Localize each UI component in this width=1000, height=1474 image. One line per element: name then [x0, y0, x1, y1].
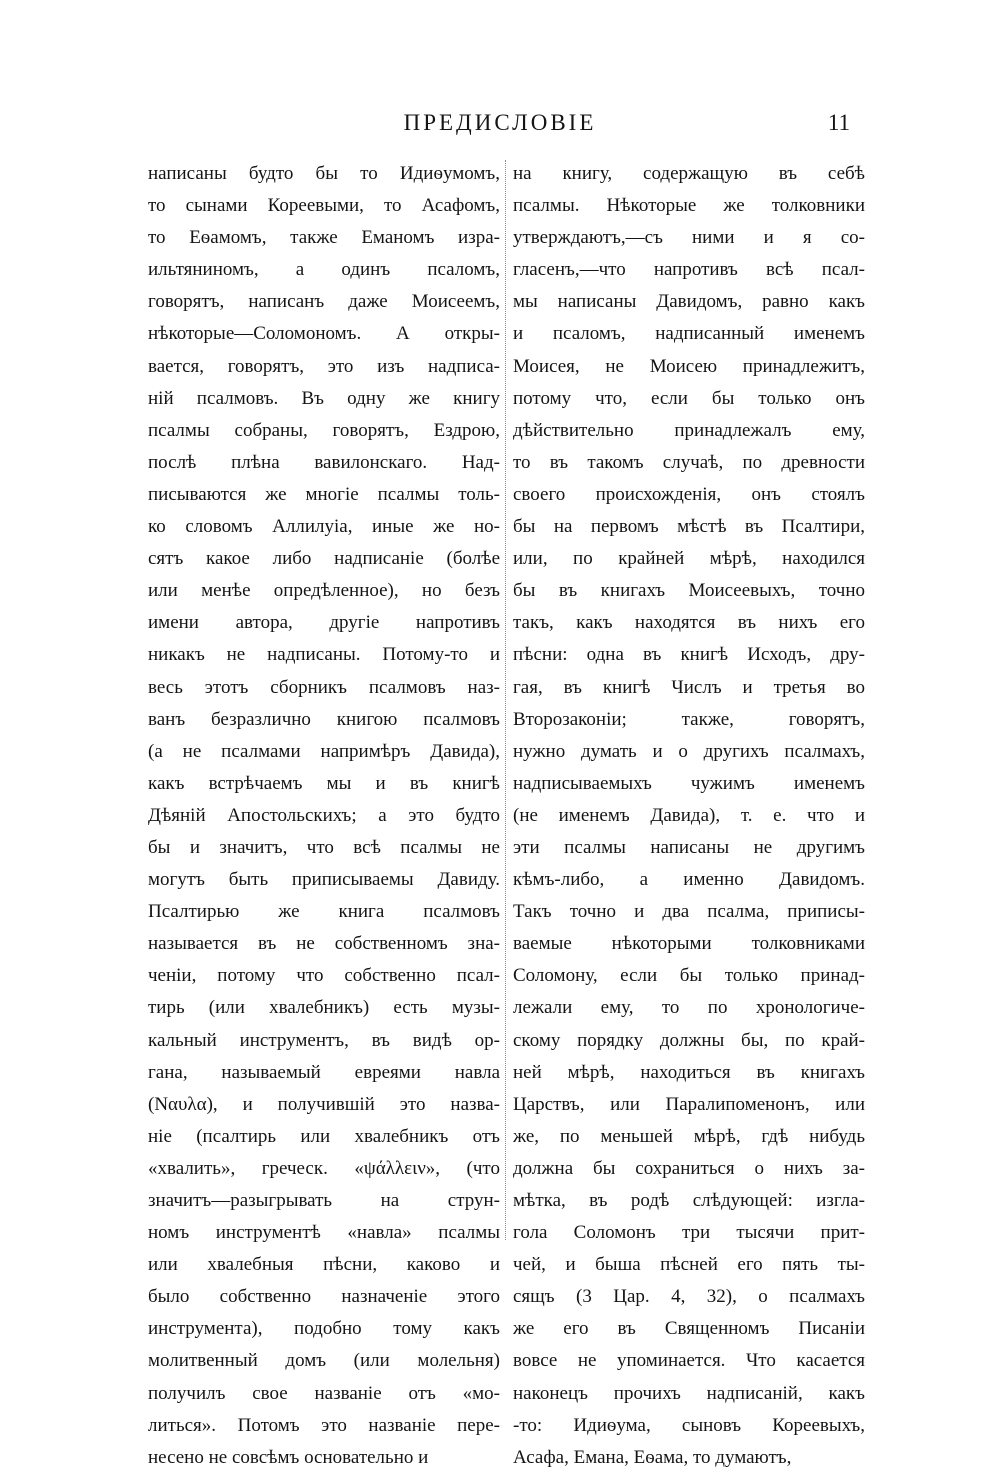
text-line: вается, говорятъ, это изъ надписа- — [148, 355, 500, 377]
text-line: же, по меньшей мѣрѣ, гдѣ нибудь — [513, 1125, 865, 1147]
text-line: Асафа, Емана, Еѳама, то думаютъ, — [513, 1446, 792, 1468]
text-line: Соломону, если бы только принад- — [513, 965, 865, 987]
text-line: чей, и быша пѣсней его пять ты- — [513, 1254, 865, 1276]
text-line: (а не псалмами напримѣръ Давида), — [148, 740, 500, 762]
text-line: гана, называемый евреями навла — [148, 1061, 500, 1083]
text-line: мы написаны Давидомъ, равно какъ — [513, 291, 865, 313]
text-line: утверждаютъ,—съ ними и я со- — [513, 227, 865, 249]
text-line: сящъ (3 Цар. 4, 32), о псалмахъ — [513, 1286, 865, 1308]
text-line: и псаломъ, надписанный именемъ — [513, 323, 865, 345]
text-line: Второзаконіи; также, говорятъ, — [513, 708, 865, 730]
text-line: псалмы собраны, говорятъ, Ездрою, — [148, 419, 500, 441]
column-divider — [505, 160, 506, 1240]
text-line: написаны будто бы то Идиѳумомъ, — [148, 163, 500, 184]
text-line: какъ встрѣчаемъ мы и въ книгѣ — [148, 772, 500, 794]
text-line: весь этотъ сборникъ псалмовъ наз- — [148, 676, 500, 698]
text-line: могутъ быть приписываемы Давиду. — [148, 869, 500, 891]
text-line: должна бы сохраниться о нихъ за- — [513, 1157, 865, 1179]
text-line: то въ такомъ случаѣ, по древности — [513, 451, 865, 473]
text-line: бы и значитъ, что всѣ псалмы не — [148, 836, 500, 858]
text-line: бы на первомъ мѣстѣ въ Псалтири, — [513, 516, 865, 538]
text-line: Дѣяній Апостольскихъ; а это будто — [148, 804, 500, 826]
text-line: нужно думать и о другихъ псалмахъ, — [513, 740, 865, 762]
right-text-column — [513, 158, 865, 1474]
text-line: дѣйствительно принадлежалъ ему, — [513, 419, 865, 441]
text-line: несено не совсѣмъ основательно и — [148, 1446, 429, 1468]
text-line: инструмента), подобно тому какъ — [148, 1318, 500, 1340]
text-line: имени автора, другіе напротивъ — [148, 612, 500, 634]
text-line: гола Соломонъ три тысячи прит- — [513, 1222, 865, 1244]
text-line: надписываемыхъ чужимъ именемъ — [513, 772, 865, 794]
text-line: мѣтка, въ родѣ слѣдующей: изгла- — [513, 1190, 865, 1211]
text-line: молитвенный домъ (или молельня) — [148, 1350, 500, 1372]
text-line: гая, въ книгѣ Числъ и третья во — [513, 676, 865, 698]
text-line: послѣ плѣна вавилонскаго. Над- — [148, 451, 500, 473]
page-number: 11 — [827, 110, 850, 135]
text-line: было собственно назначеніе этого — [148, 1286, 500, 1308]
text-line: -то: Идиѳума, сыновъ Кореевыхъ, — [513, 1414, 865, 1436]
text-line: ній псалмовъ. Въ одну же книгу — [148, 387, 500, 409]
text-line: на книгу, содержащую въ себѣ — [513, 163, 865, 184]
text-line: гласенъ,—что напротивъ всѣ псал- — [513, 259, 865, 281]
text-line: нѣкоторые—Соломономъ. А откры- — [148, 323, 500, 345]
text-line: Такъ точно и два псалма, приписы- — [513, 901, 865, 923]
text-line: кальный инструментъ, въ видѣ ор- — [148, 1029, 500, 1051]
text-line: скому порядку должны бы, по край- — [513, 1029, 865, 1051]
text-line: (не именемъ Давида), т. е. что и — [513, 804, 865, 826]
text-line: же его въ Священномъ Писаніи — [513, 1318, 865, 1340]
text-line: ваемые нѣкоторыми толковниками — [513, 933, 865, 955]
text-line: или менѣе опредѣленное), но безъ — [148, 580, 500, 602]
text-line: бы въ книгахъ Моисеевыхъ, точно — [513, 580, 865, 602]
text-line: лежали ему, то по хронологиче- — [513, 997, 865, 1019]
text-line: называется въ не собственномъ зна- — [148, 933, 500, 955]
text-line: своего происхожденія, онъ стоялъ — [513, 483, 865, 505]
text-line: никакъ не надписаны. Потому-то и — [148, 644, 500, 666]
left-text-column — [148, 158, 500, 1474]
text-line: то сынами Кореевыми, то Асафомъ, — [148, 195, 500, 217]
text-line: или, по крайней мѣрѣ, находился — [513, 548, 865, 570]
text-line: сятъ какое либо надписаніе (болѣе — [148, 548, 500, 570]
text-line: вовсе не упоминается. Что касается — [513, 1350, 865, 1372]
text-line: тирь (или хвалебникъ) есть музы- — [148, 997, 500, 1019]
text-line: Царствъ, или Паралипоменонъ, или — [513, 1093, 865, 1115]
text-line: псалмы. Нѣкоторые же толковники — [513, 195, 865, 217]
text-line: получилъ свое названіе отъ «мо- — [148, 1382, 500, 1404]
text-line: эти псалмы написаны не другимъ — [513, 836, 865, 858]
text-line: литься». Потомъ это названіе пере- — [148, 1414, 500, 1436]
text-line: ченіи, потому что собственно псал- — [148, 965, 500, 987]
text-line: ильтяниномъ, а одинъ псаломъ, — [148, 259, 500, 281]
text-line: или хвалебныя пѣсни, каково и — [148, 1254, 500, 1276]
text-line: наконецъ прочихъ надписаній, какъ — [513, 1382, 865, 1404]
text-line: ней мѣрѣ, находиться въ книгахъ — [513, 1061, 865, 1083]
text-line: пѣсни: одна въ книгѣ Исходъ, дру- — [513, 644, 865, 666]
text-line: такъ, какъ находятся въ нихъ его — [513, 612, 865, 634]
text-line: кѣмъ-либо, а именно Давидомъ. — [513, 869, 865, 891]
text-line: то Еѳамомъ, также Еманомъ изра- — [148, 227, 500, 249]
text-line: Моисея, не Моисею принадлежитъ, — [513, 355, 865, 377]
text-line: Псалтирью же книга псалмовъ — [148, 901, 500, 923]
text-line: потому что, если бы только онъ — [513, 387, 865, 409]
text-line: (Ναυλα), и получившій это назва- — [148, 1093, 500, 1115]
text-line: ванъ безразлично книгою псалмовъ — [148, 708, 500, 730]
text-line: говорятъ, написанъ даже Моисеемъ, — [148, 291, 500, 313]
running-title: ПРЕДИСЛОВІЕ — [403, 110, 597, 135]
text-line: номъ инструментѣ «навла» псалмы — [148, 1222, 500, 1244]
text-line: ко словомъ Аллилуіа, иные же но- — [148, 516, 500, 538]
text-line: значитъ—разыгрывать на струн- — [148, 1190, 500, 1211]
text-line: писываются же многіе псалмы толь- — [148, 483, 500, 505]
text-line: ніе (псалтирь или хвалебникъ отъ — [148, 1125, 500, 1147]
text-line: «хвалить», греческ. «ψάλλειν», (что — [148, 1157, 500, 1179]
